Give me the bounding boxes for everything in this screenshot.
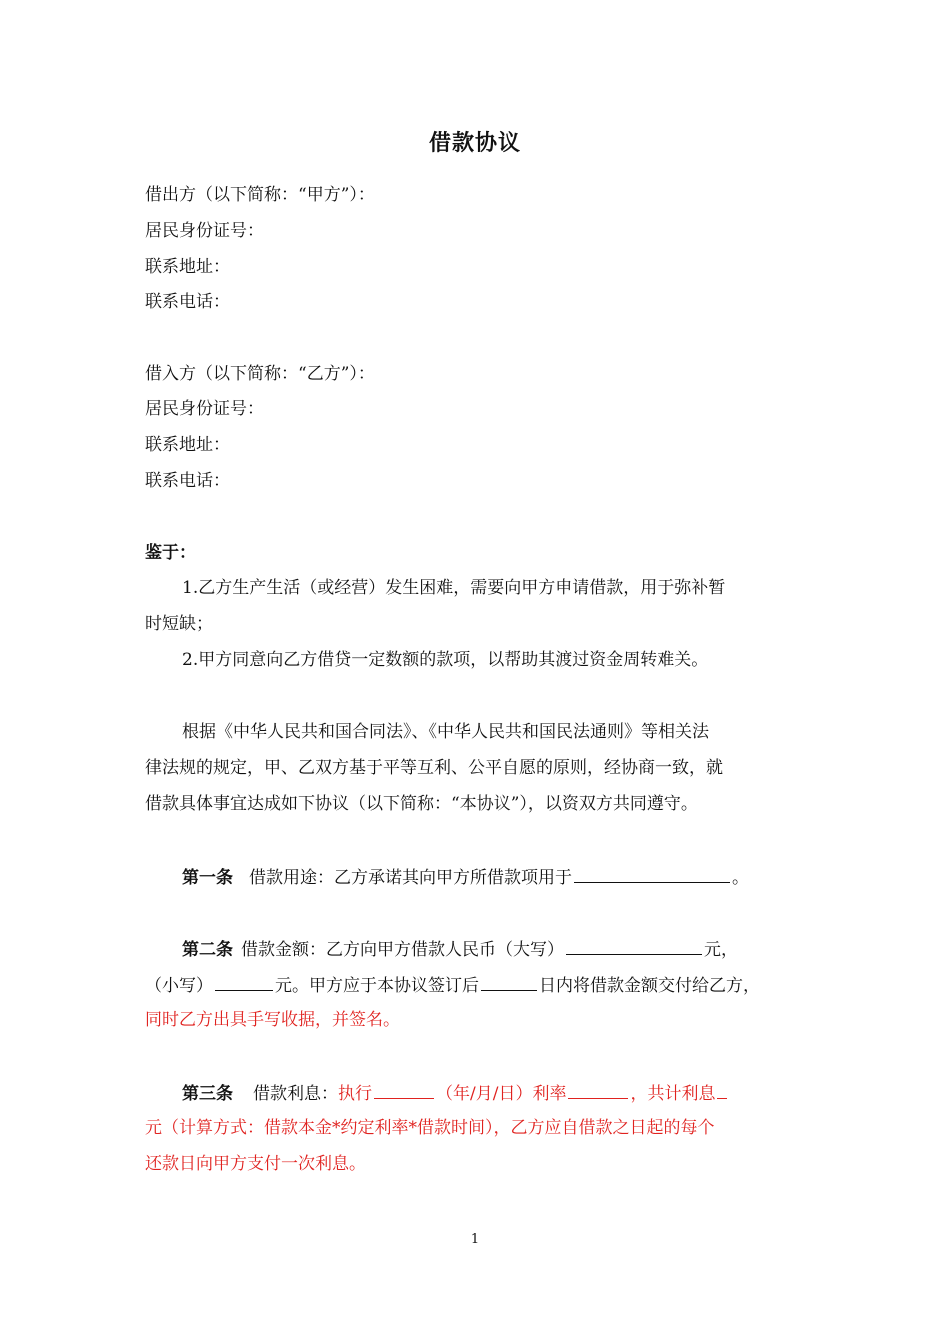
borrower-id-label: 居民身份证号： [145, 399, 264, 419]
article-3-line-3: 还款日向甲方支付一次利息。 [145, 1154, 366, 1174]
article-3-line-2: 元（计算方式：借款本金*约定利率*借款时间），乙方应自借款之日起的每个 [145, 1118, 715, 1138]
purpose-blank[interactable] [574, 864, 730, 883]
document-title: 借款协议 [428, 131, 521, 156]
lender-phone-label: 联系电话： [145, 292, 230, 312]
borrower-phone-label: 联系电话： [145, 471, 230, 491]
article-1-label: 第一条 [182, 868, 233, 888]
article-2 [182, 936, 738, 962]
lender-address-label: 联系地址： [145, 257, 230, 277]
page-number: 1 [470, 1232, 480, 1247]
total-interest-blank[interactable] [717, 1080, 727, 1099]
lender-name-label: 借出方（以下简称：“甲方”）： [145, 185, 375, 205]
article-3-label: 第三条 [182, 1084, 233, 1104]
rate-type-blank[interactable] [374, 1080, 434, 1099]
article-3-text-b: 执行 [338, 1084, 372, 1104]
article-2-text-1-end: 元， [704, 940, 738, 960]
article-3-text-a: 借款利息： [253, 1084, 338, 1104]
basis-line-1: 根据《中华人民共和国合同法》、《中华人民共和国民法通则》等相关法 [182, 722, 709, 742]
article-2-text-2b: 元。甲方应于本协议签订后 [275, 976, 479, 996]
article-3-text-d: ，共计利息 [630, 1084, 716, 1104]
article-3-text-c: （年/月/日）利率 [436, 1084, 567, 1104]
article-2-text-2a: （小写） [145, 976, 213, 996]
article-2-text-2c: 日内将借款金额交付给乙方， [539, 976, 760, 996]
article-2-line-3: 同时乙方出具手写收据，并签名。 [145, 1010, 400, 1030]
amount-uppercase-blank[interactable] [566, 936, 702, 955]
whereas-item-1-cont: 时短缺； [145, 614, 213, 634]
basis-line-3: 借款具体事宜达成如下协议（以下简称：“本协议”），以资双方共同遵守。 [145, 794, 698, 814]
whereas-heading: 鉴于： [145, 543, 196, 563]
borrower-address-label: 联系地址： [145, 435, 230, 455]
whereas-item-1: 1.乙方生产生活（或经营）发生困难，需要向甲方申请借款，用于弥补暂 [182, 578, 726, 598]
article-2-text-1: 借款金额：乙方向甲方借款人民币（大写） [241, 940, 564, 960]
article-1 [182, 864, 749, 890]
article-1-end: 。 [732, 868, 749, 888]
whereas-item-2: 2.甲方同意向乙方借贷一定数额的款项，以帮助其渡过资金周转难关。 [182, 650, 709, 670]
amount-lowercase-blank[interactable] [215, 972, 273, 991]
article-2-line-2 [145, 972, 760, 998]
article-3 [182, 1080, 729, 1106]
article-2-label: 第二条 [182, 940, 233, 960]
interest-rate-blank[interactable] [568, 1080, 628, 1099]
lender-id-label: 居民身份证号： [145, 221, 264, 241]
article-1-text: 借款用途：乙方承诺其向甲方所借款项用于 [249, 868, 572, 888]
basis-line-2: 律法规的规定，甲、乙双方基于平等互利、公平自愿的原则，经协商一致，就 [145, 758, 723, 778]
delivery-days-blank[interactable] [481, 972, 537, 991]
borrower-name-label: 借入方（以下简称：“乙方”）： [145, 364, 375, 384]
